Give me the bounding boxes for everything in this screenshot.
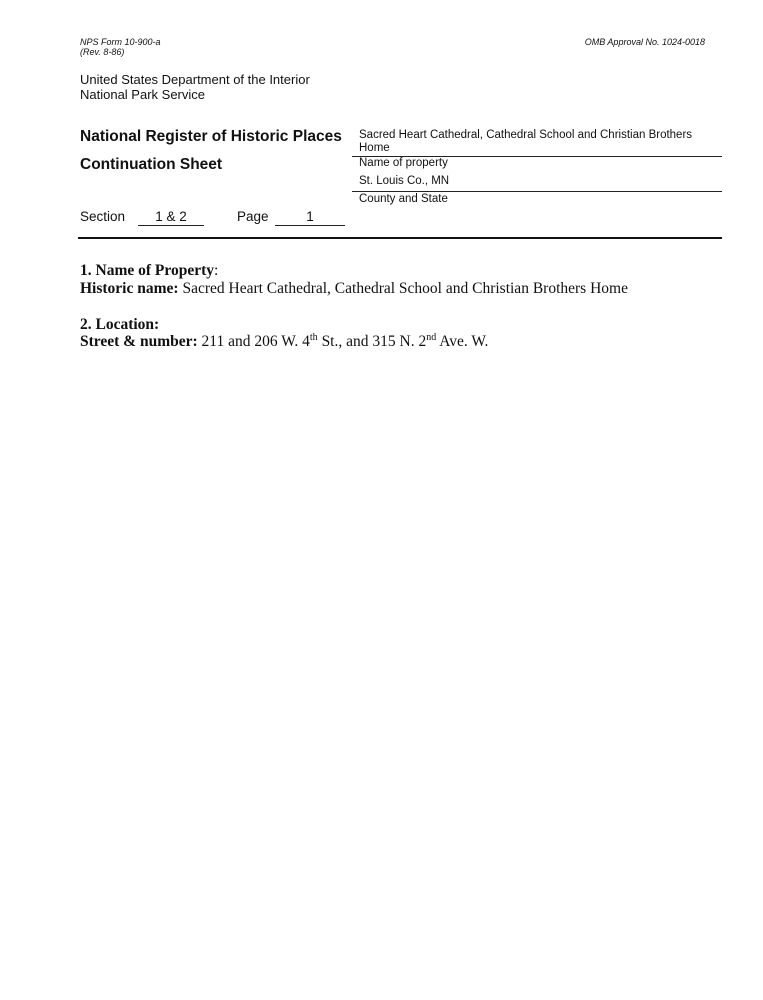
service-name: National Park Service — [80, 87, 205, 102]
historic-name-line — [80, 280, 628, 298]
page-value: 1 — [275, 209, 345, 226]
historic-name-label: Historic name: — [80, 280, 179, 297]
historic-name-value: Sacred Heart Cathedral, Cathedral School and Christian Brothers Home — [178, 280, 628, 297]
county-state-value: St. Louis Co., MN — [359, 175, 450, 187]
section-value: 1 & 2 — [138, 209, 204, 226]
register-title: National Register of Historic Places — [80, 128, 342, 145]
section-label: Section — [80, 209, 126, 224]
page-label: Page — [237, 209, 269, 224]
continuation-sheet-title: Continuation Sheet — [80, 156, 223, 173]
county-state-underline — [352, 191, 722, 192]
street-number-line: Street & number: 211 and 206 W. 4th St., and 315 N. 2nd Ave. W. — [80, 332, 489, 350]
street-number-label: Street & number: — [80, 333, 198, 350]
department-name: United States Department of the Interior — [80, 72, 310, 87]
section-2-heading: 2. Location: — [80, 316, 160, 333]
property-name-label: Name of property — [359, 157, 448, 169]
header-divider — [78, 237, 722, 239]
form-number: NPS Form 10-900-a — [80, 37, 161, 47]
property-name: Sacred Heart Cathedral, Cathedral School and Christian Brothers Home — [359, 129, 693, 154]
county-state-label: County and State — [359, 193, 448, 205]
form-revision: (Rev. 8-86) — [80, 47, 125, 57]
omb-approval: OMB Approval No. 1024-0018 — [584, 37, 705, 47]
section-1-heading: 1. Name of Property: — [80, 262, 219, 279]
